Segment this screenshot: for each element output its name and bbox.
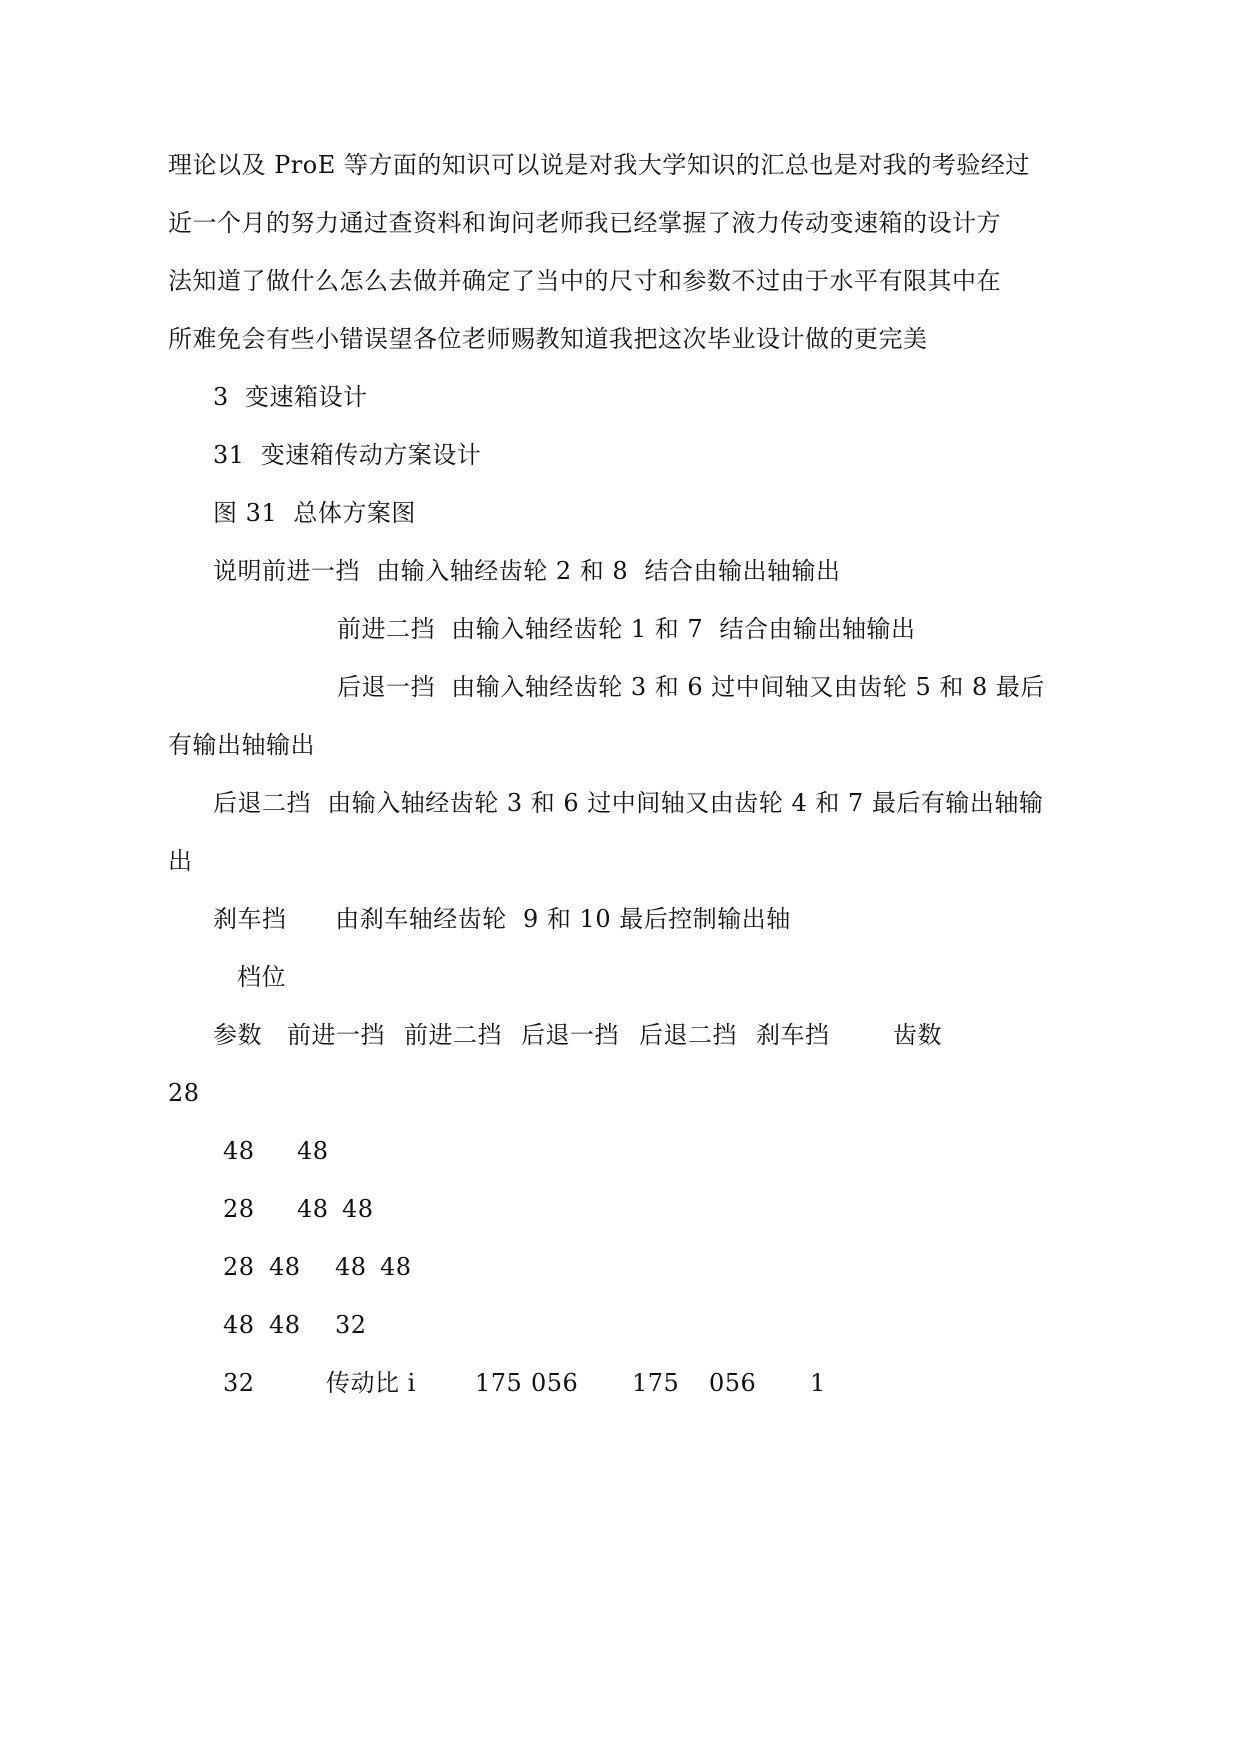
section-heading: 3 变速箱设计 bbox=[213, 383, 368, 411]
explanation-reverse-2-cont: 出 bbox=[168, 847, 193, 875]
table-ratio-label: 传动比 i bbox=[326, 1369, 416, 1397]
table-cell: 48 bbox=[269, 1311, 301, 1339]
subsection-heading: 31 变速箱传动方案设计 bbox=[213, 441, 482, 469]
paragraph-line: 近一个月的努力通过查资料和询问老师我已经掌握了液力传动变速箱的设计方 bbox=[168, 209, 1001, 237]
table-ratio-value: 175 bbox=[632, 1369, 680, 1397]
table-gear-label: 档位 bbox=[237, 963, 286, 991]
table-cell: 48 bbox=[223, 1311, 255, 1339]
table-cell: 48 bbox=[269, 1253, 301, 1281]
explanation-reverse-1-cont: 有输出轴输出 bbox=[168, 731, 315, 759]
table-column-header: 刹车挡 bbox=[756, 1021, 830, 1049]
explanation-forward-1: 说明前进一挡 由输入轴经齿轮 2 和 8 结合由输出轴输出 bbox=[213, 557, 841, 585]
table-cell: 48 bbox=[335, 1253, 367, 1281]
table-cell: 28 bbox=[168, 1079, 200, 1107]
table-cell: 28 bbox=[223, 1253, 255, 1281]
table-column-header: 后退二挡 bbox=[639, 1021, 737, 1049]
table-cell: 48 bbox=[223, 1137, 255, 1165]
explanation-reverse-1: 后退一挡 由输入轴经齿轮 3 和 6 过中间轴又由齿轮 5 和 8 最后 bbox=[337, 673, 1045, 701]
table-column-header: 前进一挡 bbox=[287, 1021, 385, 1049]
table-ratio-value: 056 bbox=[531, 1369, 579, 1397]
explanation-brake: 刹车挡 由刹车轴经齿轮 9 和 10 最后控制输出轴 bbox=[213, 905, 791, 933]
table-param-label: 参数 bbox=[213, 1021, 262, 1049]
table-cell: 48 bbox=[342, 1195, 374, 1223]
table-cell: 48 bbox=[297, 1195, 329, 1223]
table-column-header: 后退一挡 bbox=[521, 1021, 619, 1049]
explanation-forward-2: 前进二挡 由输入轴经齿轮 1 和 7 结合由输出轴输出 bbox=[337, 615, 916, 643]
paragraph-line: 所难免会有些小错误望各位老师赐教知道我把这次毕业设计做的更完美 bbox=[168, 325, 928, 353]
figure-caption: 图 31 总体方案图 bbox=[213, 499, 416, 527]
table-cell: 32 bbox=[335, 1311, 367, 1339]
table-ratio-value: 175 bbox=[475, 1369, 523, 1397]
table-cell: 48 bbox=[297, 1137, 329, 1165]
table-ratio-value: 1 bbox=[810, 1369, 826, 1397]
explanation-reverse-2: 后退二挡 由输入轴经齿轮 3 和 6 过中间轴又由齿轮 4 和 7 最后有输出轴输 bbox=[213, 789, 1044, 817]
table-cell: 28 bbox=[223, 1195, 255, 1223]
table-ratio-value: 056 bbox=[709, 1369, 757, 1397]
table-column-header: 前进二挡 bbox=[404, 1021, 502, 1049]
table-cell: 32 bbox=[223, 1369, 255, 1397]
paragraph-line: 理论以及 ProE 等方面的知识可以说是对我大学知识的汇总也是对我的考验经过 bbox=[168, 151, 1030, 179]
table-cell: 48 bbox=[380, 1253, 412, 1281]
table-teeth-label: 齿数 bbox=[893, 1021, 942, 1049]
paragraph-line: 法知道了做什么怎么去做并确定了当中的尺寸和参数不过由于水平有限其中在 bbox=[168, 267, 1001, 295]
